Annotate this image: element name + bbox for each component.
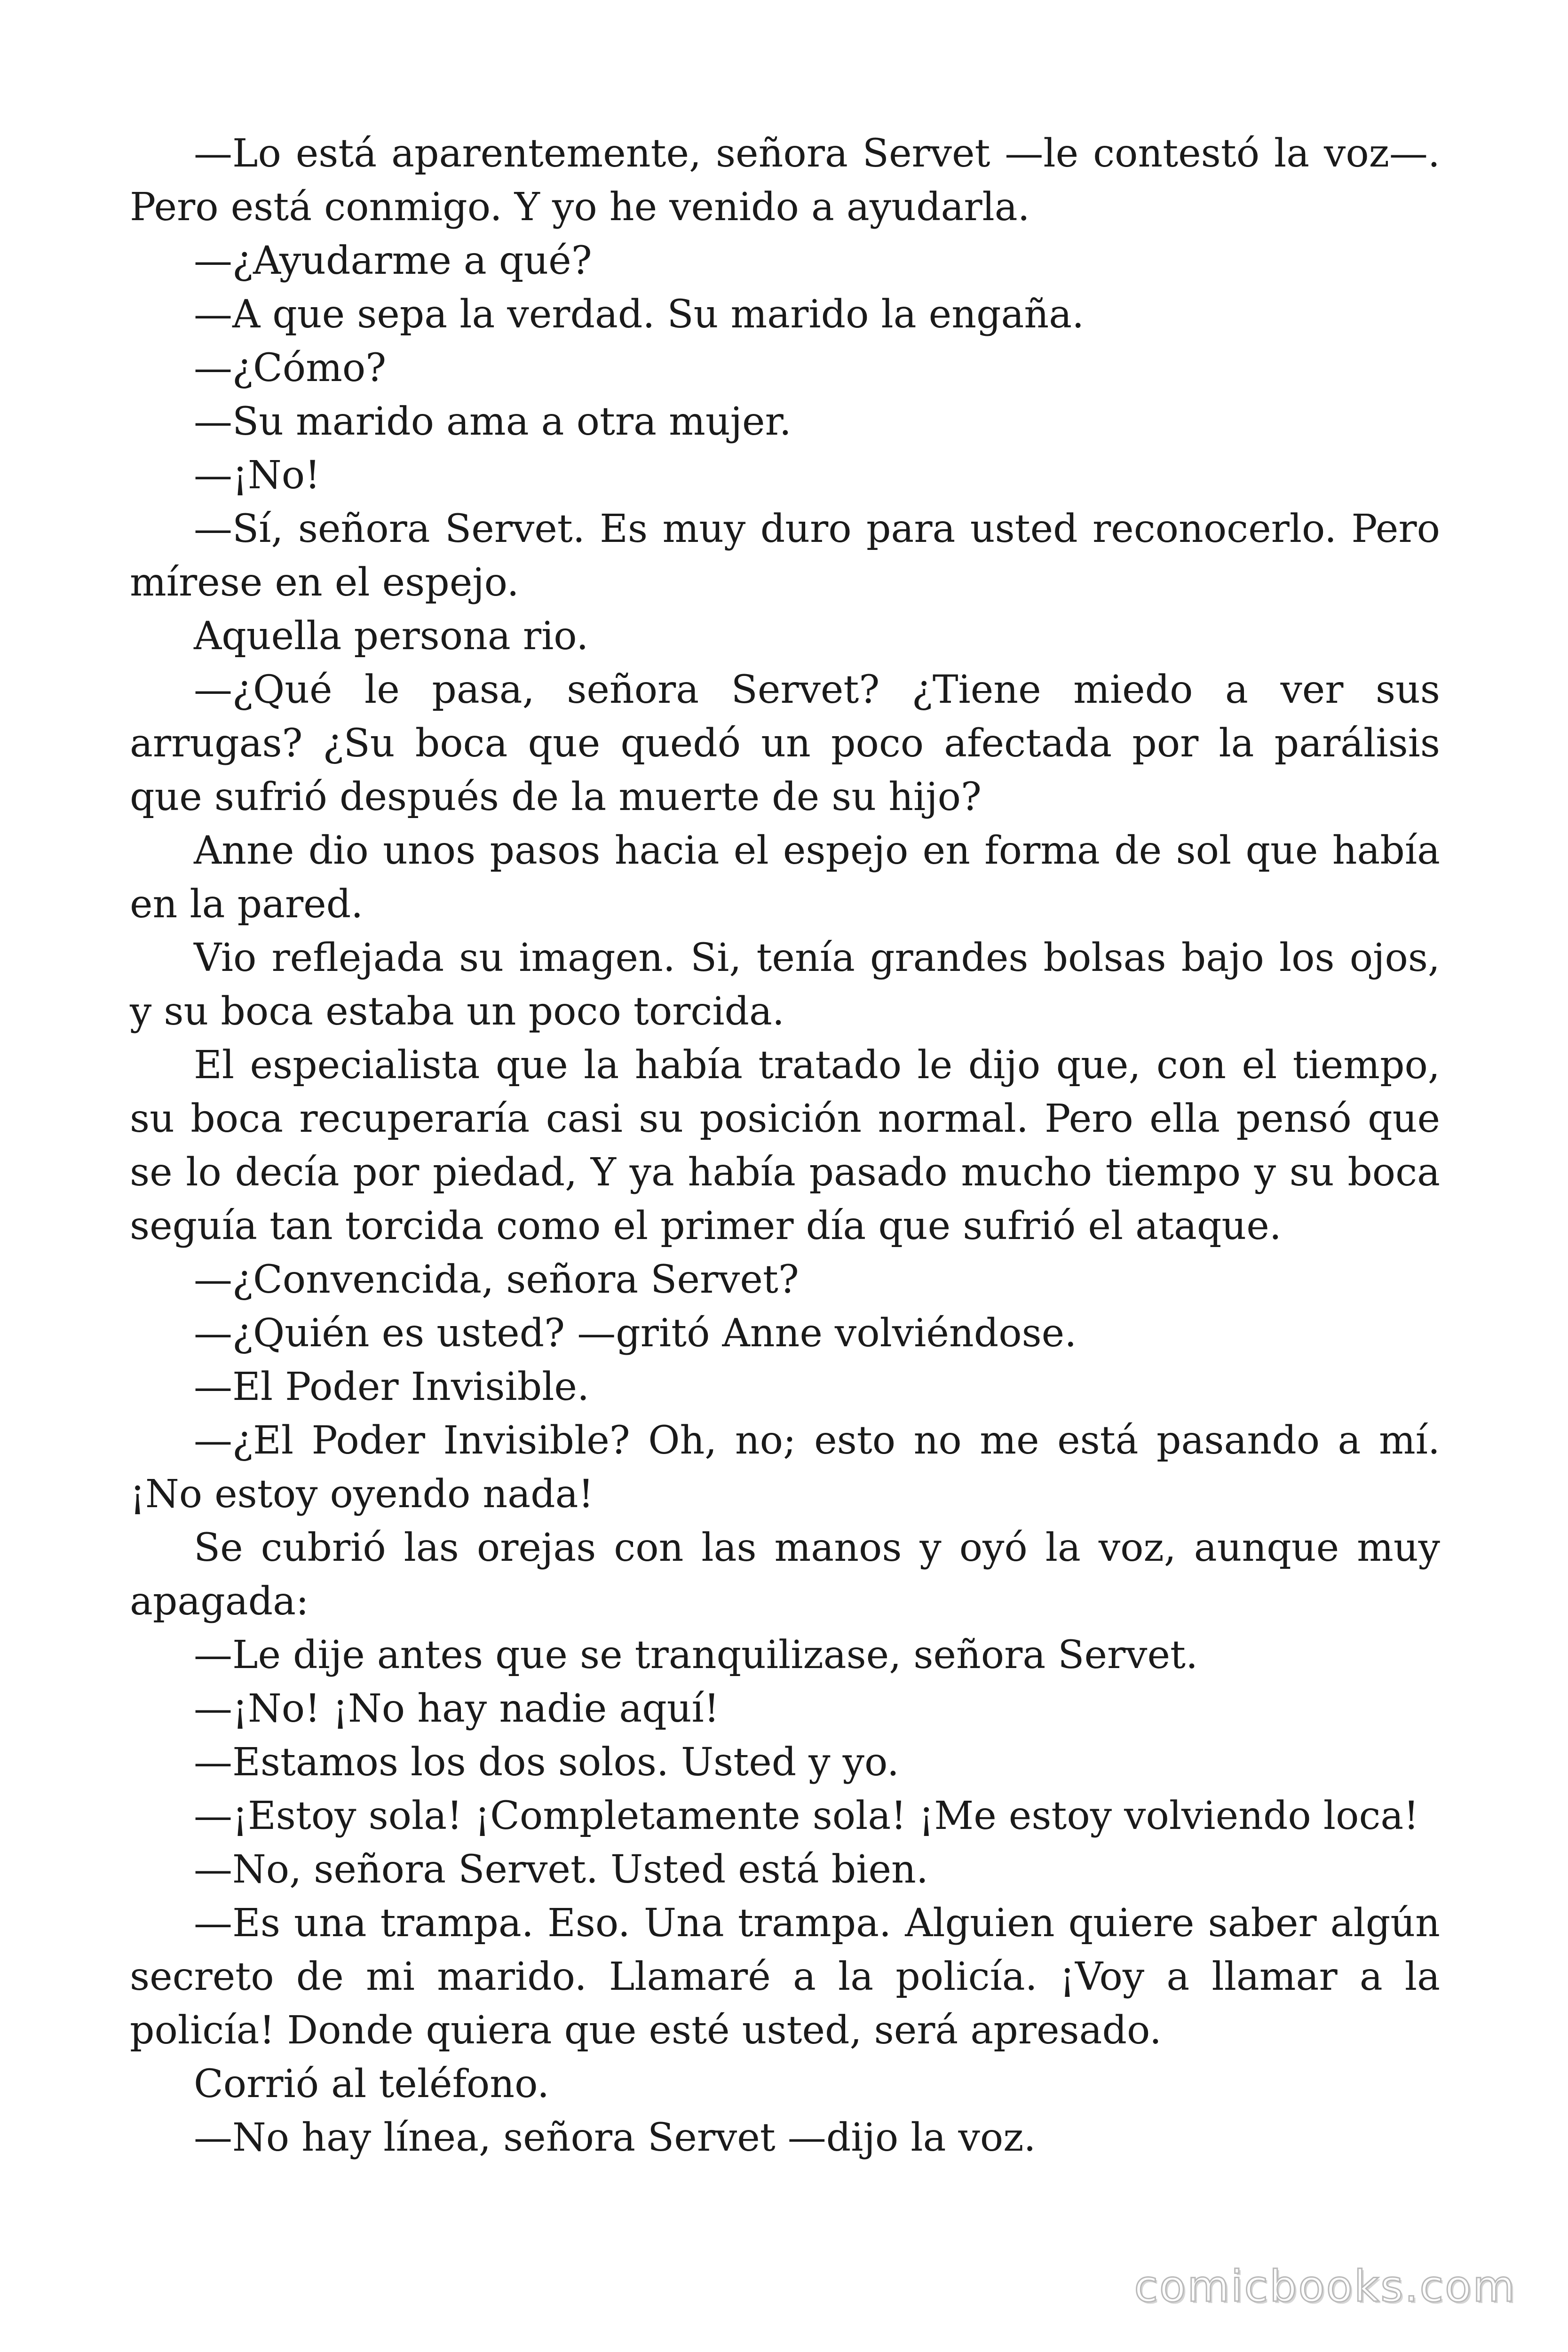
paragraph-22: —No, señora Servet. Usted está bien. [194, 1847, 928, 1892]
paragraph-16: —¿El Poder Invisible? Oh, no; esto no me está pasando a mí. ¡No estoy oyendo nada! [130, 1418, 1440, 1517]
paragraph-17: Se cubrió las orejas con las manos y oyó la voz, aunque muy apagada: [130, 1526, 1440, 1624]
paragraph-9: —¿Qué le pasa, señora Servet? ¿Tiene miedo a ver sus arrugas? ¿Su boca que quedó un poco afectada por la parálisis que sufrió después de la muerte de su hijo? [130, 667, 1440, 819]
paragraph-10: Anne dio unos pasos hacia el espejo en forma de sol que había en la pared. [130, 828, 1440, 927]
paragraph-4: —¿Cómo? [194, 346, 387, 390]
paragraph-19: —¡No! ¡No hay nadie aquí! [194, 1686, 720, 1731]
paragraph-6: —¡No! [194, 453, 321, 498]
paragraph-15: —El Poder Invisible. [194, 1365, 590, 1409]
paragraph-3: —A que sepa la verdad. Su marido la engaña. [194, 292, 1085, 337]
paragraph-2: —¿Ayudarme a qué? [194, 238, 592, 283]
paragraph-5: —Su marido ama a otra mujer. [194, 399, 792, 444]
paragraph-14: —¿Quién es usted? —gritó Anne volviéndose. [194, 1311, 1077, 1356]
paragraph-8: Aquella persona rio. [194, 614, 589, 659]
paragraph-1: —Lo está aparentemente, señora Servet —le contestó la voz—. Pero está conmigo. Y yo he venido a ayudarla. [130, 131, 1440, 230]
paragraph-21: —¡Estoy sola! ¡Completamente sola! ¡Me estoy volviendo loca! [194, 1794, 1419, 1838]
page-body [130, 127, 1440, 2165]
paragraph-11: Vio reflejada su imagen. Si, tenía grandes bolsas bajo los ojos, y su boca estaba un poco torcida. [130, 936, 1440, 1034]
paragraph-7: —Sí, señora Servet. Es muy duro para usted reconocerlo. Pero mírese en el espejo. [130, 507, 1440, 605]
paragraph-23: —Es una trampa. Eso. Una trampa. Alguien quiere saber algún secreto de mi marido. Llamaré a la policía. ¡Voy a llamar a la policía! Donde quiera que esté usted, será apresado. [130, 1901, 1440, 2053]
paragraph-13: —¿Convencida, señora Servet? [194, 1257, 799, 1302]
paragraph-18: —Le dije antes que se tranquilizase, señora Servet. [194, 1633, 1198, 1677]
paragraph-20: —Estamos los dos solos. Usted y yo. [194, 1740, 899, 1785]
paragraph-12: El especialista que la había tratado le dijo que, con el tiempo, su boca recuperaría casi su posición normal. Pero ella pensó que se lo decía por piedad, Y ya había pasado mucho tiempo y su boca seguía tan torcida como el primer día que sufrió el ataque. [130, 1043, 1440, 1248]
paragraph-24: Corrió al teléfono. [194, 2062, 550, 2106]
paragraph-25: —No hay línea, señora Servet —dijo la voz. [194, 2115, 1036, 2160]
watermark: comicbooks.com [1134, 2261, 1516, 2312]
